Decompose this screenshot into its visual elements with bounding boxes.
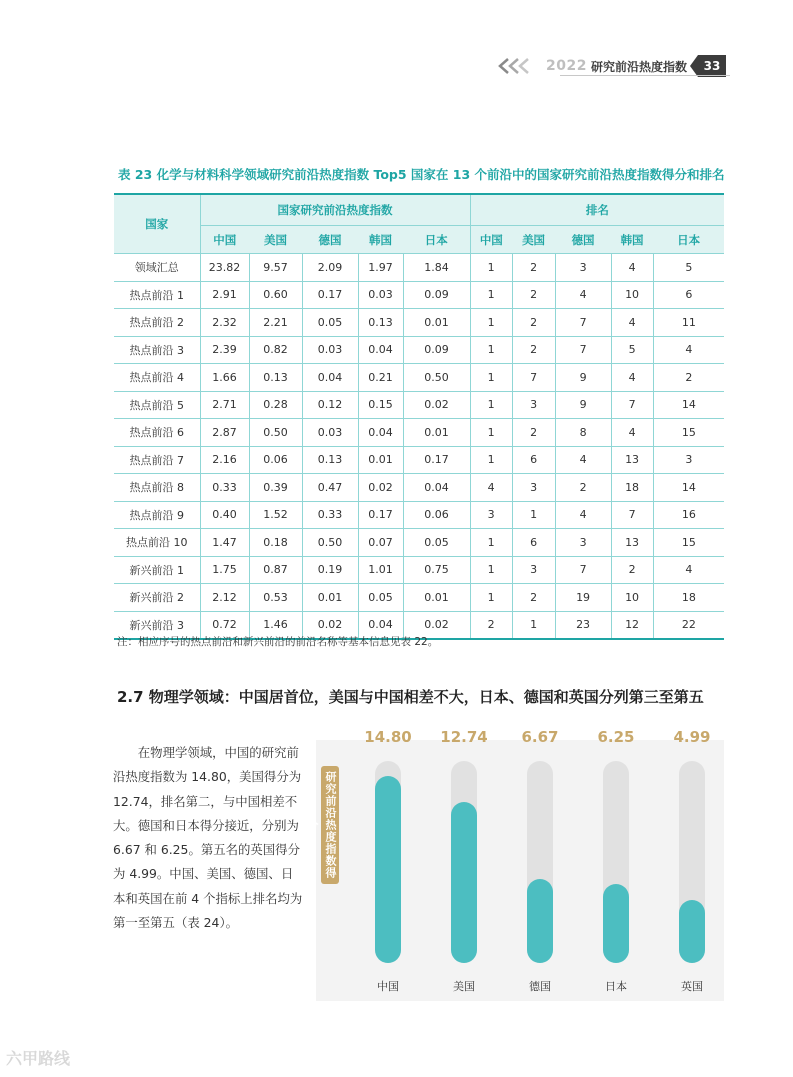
rank-cell: 1 xyxy=(470,309,512,337)
score-cell: 0.01 xyxy=(358,446,403,474)
table-header-cell: 日本 xyxy=(403,226,470,254)
rank-cell: 19 xyxy=(555,584,611,612)
table-row xyxy=(114,364,724,392)
rank-cell: 5 xyxy=(611,336,653,364)
bar xyxy=(527,879,553,963)
header-title: 研究前沿热度指数 xyxy=(591,60,688,74)
row-label: 新兴前沿 1 xyxy=(114,556,200,584)
score-cell: 0.50 xyxy=(249,419,302,447)
rank-cell: 6 xyxy=(653,281,724,309)
score-cell: 0.75 xyxy=(403,556,470,584)
score-cell: 1.46 xyxy=(249,611,302,639)
rank-cell: 7 xyxy=(611,391,653,419)
score-cell: 0.04 xyxy=(358,336,403,364)
score-cell: 0.53 xyxy=(249,584,302,612)
score-cell: 2.87 xyxy=(200,419,249,447)
rank-cell: 7 xyxy=(512,364,555,392)
score-cell: 0.03 xyxy=(302,419,358,447)
rank-cell: 1 xyxy=(470,446,512,474)
table-header-cell: 韩国 xyxy=(611,226,653,254)
score-cell: 1.47 xyxy=(200,529,249,557)
rank-cell: 23 xyxy=(555,611,611,639)
score-cell: 0.04 xyxy=(403,474,470,502)
score-cell: 0.47 xyxy=(302,474,358,502)
rank-cell: 10 xyxy=(611,584,653,612)
table-header-rank-group: 排名 xyxy=(470,194,724,226)
rank-cell: 3 xyxy=(555,529,611,557)
score-cell: 0.01 xyxy=(403,419,470,447)
row-label: 领域汇总 xyxy=(114,254,200,282)
score-cell: 2.91 xyxy=(200,281,249,309)
category-label: 英国 xyxy=(681,980,703,993)
score-cell: 0.60 xyxy=(249,281,302,309)
rank-cell: 4 xyxy=(611,364,653,392)
table-row xyxy=(114,419,724,447)
score-cell: 0.15 xyxy=(358,391,403,419)
row-label: 热点前沿 8 xyxy=(114,474,200,502)
score-cell: 9.57 xyxy=(249,254,302,282)
data-label: 6.67 xyxy=(521,728,559,746)
score-cell: 0.06 xyxy=(403,501,470,529)
table-row xyxy=(114,556,724,584)
rank-cell: 12 xyxy=(611,611,653,639)
table-row xyxy=(114,529,724,557)
table-row xyxy=(114,584,724,612)
score-cell: 0.03 xyxy=(358,281,403,309)
table-row xyxy=(114,336,724,364)
score-cell: 0.04 xyxy=(302,364,358,392)
score-cell: 0.33 xyxy=(200,474,249,502)
score-cell: 0.01 xyxy=(403,584,470,612)
row-label: 热点前沿 7 xyxy=(114,446,200,474)
rank-cell: 1 xyxy=(470,391,512,419)
rank-cell: 2 xyxy=(512,419,555,447)
chart-y-label: 研究前沿热度指数得分 xyxy=(321,766,339,884)
score-cell: 0.18 xyxy=(249,529,302,557)
score-cell: 0.39 xyxy=(249,474,302,502)
score-cell: 0.04 xyxy=(358,611,403,639)
score-cell: 1.01 xyxy=(358,556,403,584)
table-row xyxy=(114,391,724,419)
table-header-index-group: 国家研究前沿热度指数 xyxy=(200,194,470,226)
bar xyxy=(679,900,705,963)
category-label: 中国 xyxy=(377,980,399,993)
row-label: 热点前沿 2 xyxy=(114,309,200,337)
score-cell: 0.05 xyxy=(358,584,403,612)
rank-cell: 18 xyxy=(653,584,724,612)
table-header-cell: 德国 xyxy=(555,226,611,254)
score-cell: 0.72 xyxy=(200,611,249,639)
rank-cell: 7 xyxy=(611,501,653,529)
category-label: 德国 xyxy=(529,980,551,993)
rank-cell: 4 xyxy=(555,501,611,529)
score-cell: 0.82 xyxy=(249,336,302,364)
score-cell: 0.19 xyxy=(302,556,358,584)
score-cell: 0.50 xyxy=(403,364,470,392)
table-header-cell: 韩国 xyxy=(358,226,403,254)
rank-cell: 2 xyxy=(512,309,555,337)
data-label: 12.74 xyxy=(440,728,488,746)
rank-cell: 22 xyxy=(653,611,724,639)
rank-cell: 3 xyxy=(470,501,512,529)
score-cell: 0.05 xyxy=(302,309,358,337)
score-cell: 1.84 xyxy=(403,254,470,282)
data-label: 4.99 xyxy=(673,728,711,746)
score-cell: 0.01 xyxy=(302,584,358,612)
category-label: 美国 xyxy=(453,980,475,993)
rank-cell: 7 xyxy=(555,336,611,364)
table-caption: 表 23 化学与材料科学领域研究前沿热度指数 Top5 国家在 13 个前沿中的国家研究前沿热度指数得分和排名 xyxy=(118,167,725,182)
table-header-cell: 中国 xyxy=(470,226,512,254)
rank-cell: 9 xyxy=(555,364,611,392)
rank-cell: 6 xyxy=(512,529,555,557)
score-cell: 0.04 xyxy=(358,419,403,447)
score-cell: 0.17 xyxy=(302,281,358,309)
score-cell: 1.75 xyxy=(200,556,249,584)
score-cell: 1.66 xyxy=(200,364,249,392)
score-cell: 0.06 xyxy=(249,446,302,474)
rank-cell: 13 xyxy=(611,529,653,557)
bar xyxy=(451,802,477,963)
rank-cell: 11 xyxy=(653,309,724,337)
table-row xyxy=(114,254,724,282)
rank-cell: 1 xyxy=(470,584,512,612)
rank-cell: 2 xyxy=(611,556,653,584)
score-cell: 0.13 xyxy=(358,309,403,337)
rank-cell: 4 xyxy=(653,336,724,364)
table-header-cell: 美国 xyxy=(249,226,302,254)
rank-cell: 1 xyxy=(470,419,512,447)
rank-cell: 1 xyxy=(470,254,512,282)
paragraph-text: 在物理学领域，中国的研究前沿热度指数为 14.80，美国得分为 12.74，排名第二，与中国相差不大。德国和日本得分接近，分别为 6.67 和 6.25。第五名的英国得分为 4.99。中国、美国、德国、日本和英国在前 4 个指标上排名均为第一至第五（表 24）。 xyxy=(113,745,303,931)
table-row xyxy=(114,501,724,529)
score-cell: 0.07 xyxy=(358,529,403,557)
score-cell: 0.09 xyxy=(403,336,470,364)
rank-cell: 18 xyxy=(611,474,653,502)
score-cell: 0.50 xyxy=(302,529,358,557)
score-cell: 23.82 xyxy=(200,254,249,282)
score-cell: 2.21 xyxy=(249,309,302,337)
table-header-cell: 中国 xyxy=(200,226,249,254)
rank-cell: 2 xyxy=(470,611,512,639)
chevron-left-icon xyxy=(516,58,530,74)
rank-cell: 14 xyxy=(653,474,724,502)
row-label: 热点前沿 4 xyxy=(114,364,200,392)
score-cell: 0.13 xyxy=(302,446,358,474)
rank-cell: 9 xyxy=(555,391,611,419)
rank-cell: 4 xyxy=(611,309,653,337)
category-label: 日本 xyxy=(605,980,627,993)
table-row xyxy=(114,446,724,474)
rank-cell: 15 xyxy=(653,419,724,447)
score-cell: 0.02 xyxy=(302,611,358,639)
row-label: 新兴前沿 3 xyxy=(114,611,200,639)
score-cell: 2.16 xyxy=(200,446,249,474)
score-cell: 0.02 xyxy=(358,474,403,502)
rank-cell: 1 xyxy=(512,501,555,529)
page-number: 33 xyxy=(698,55,726,77)
rank-cell: 5 xyxy=(653,254,724,282)
score-cell: 0.03 xyxy=(302,336,358,364)
rank-cell: 3 xyxy=(555,254,611,282)
rank-cell: 3 xyxy=(512,556,555,584)
rank-cell: 2 xyxy=(512,584,555,612)
data-label: 6.25 xyxy=(597,728,635,746)
data-table xyxy=(114,193,724,640)
score-cell: 2.09 xyxy=(302,254,358,282)
score-cell: 2.32 xyxy=(200,309,249,337)
table-row xyxy=(114,474,724,502)
score-cell: 0.87 xyxy=(249,556,302,584)
rank-cell: 3 xyxy=(512,391,555,419)
rank-cell: 10 xyxy=(611,281,653,309)
header-rule xyxy=(560,75,730,76)
rank-cell: 6 xyxy=(512,446,555,474)
score-cell: 0.02 xyxy=(403,391,470,419)
rank-cell: 3 xyxy=(653,446,724,474)
section-heading: 2.7 物理学领域：中国居首位，美国与中国相差不大，日本、德国和英国分列第三至第五 xyxy=(117,688,704,706)
rank-cell: 4 xyxy=(555,281,611,309)
header-year: 2022 xyxy=(546,58,587,74)
rank-cell: 13 xyxy=(611,446,653,474)
score-cell: 0.17 xyxy=(358,501,403,529)
rank-cell: 7 xyxy=(555,309,611,337)
rank-cell: 14 xyxy=(653,391,724,419)
score-cell: 0.40 xyxy=(200,501,249,529)
score-cell: 0.17 xyxy=(403,446,470,474)
table-row xyxy=(114,309,724,337)
table-header-cell: 美国 xyxy=(512,226,555,254)
table-header-country: 国家 xyxy=(114,194,200,254)
score-cell: 1.52 xyxy=(249,501,302,529)
score-cell: 0.01 xyxy=(403,309,470,337)
table-header-cell: 日本 xyxy=(653,226,724,254)
rank-cell: 4 xyxy=(611,254,653,282)
rank-cell: 8 xyxy=(555,419,611,447)
row-label: 热点前沿 10 xyxy=(114,529,200,557)
rank-cell: 2 xyxy=(555,474,611,502)
rank-cell: 4 xyxy=(470,474,512,502)
page-number-tab xyxy=(690,55,698,77)
rank-cell: 1 xyxy=(470,281,512,309)
bar xyxy=(375,776,401,963)
score-cell: 0.09 xyxy=(403,281,470,309)
table-header-cell: 德国 xyxy=(302,226,358,254)
rank-cell: 1 xyxy=(470,336,512,364)
score-cell: 2.39 xyxy=(200,336,249,364)
rank-cell: 16 xyxy=(653,501,724,529)
score-cell: 1.97 xyxy=(358,254,403,282)
score-cell: 2.12 xyxy=(200,584,249,612)
score-cell: 0.33 xyxy=(302,501,358,529)
rank-cell: 1 xyxy=(470,364,512,392)
score-cell: 0.28 xyxy=(249,391,302,419)
table-note: 注：相应序号的热点前沿和新兴前沿的前沿名称等基本信息见表 22。 xyxy=(117,636,439,648)
row-label: 热点前沿 3 xyxy=(114,336,200,364)
rank-cell: 1 xyxy=(512,611,555,639)
rank-cell: 1 xyxy=(470,529,512,557)
row-label: 热点前沿 6 xyxy=(114,419,200,447)
rank-cell: 4 xyxy=(611,419,653,447)
score-cell: 2.71 xyxy=(200,391,249,419)
score-cell: 0.21 xyxy=(358,364,403,392)
rank-cell: 7 xyxy=(555,556,611,584)
bar xyxy=(603,884,629,963)
rank-cell: 2 xyxy=(653,364,724,392)
row-label: 新兴前沿 2 xyxy=(114,584,200,612)
body-paragraph xyxy=(113,741,303,935)
rank-cell: 2 xyxy=(512,254,555,282)
table-row xyxy=(114,281,724,309)
watermark-logo: 六甲路线 xyxy=(6,1049,71,1068)
rank-cell: 15 xyxy=(653,529,724,557)
score-cell: 0.13 xyxy=(249,364,302,392)
rank-cell: 3 xyxy=(512,474,555,502)
row-label: 热点前沿 5 xyxy=(114,391,200,419)
rank-cell: 1 xyxy=(470,556,512,584)
row-label: 热点前沿 1 xyxy=(114,281,200,309)
score-cell: 0.02 xyxy=(403,611,470,639)
data-label: 14.80 xyxy=(364,728,412,746)
score-cell: 0.12 xyxy=(302,391,358,419)
rank-cell: 4 xyxy=(555,446,611,474)
rank-cell: 2 xyxy=(512,281,555,309)
row-label: 热点前沿 9 xyxy=(114,501,200,529)
rank-cell: 4 xyxy=(653,556,724,584)
rank-cell: 2 xyxy=(512,336,555,364)
score-cell: 0.05 xyxy=(403,529,470,557)
